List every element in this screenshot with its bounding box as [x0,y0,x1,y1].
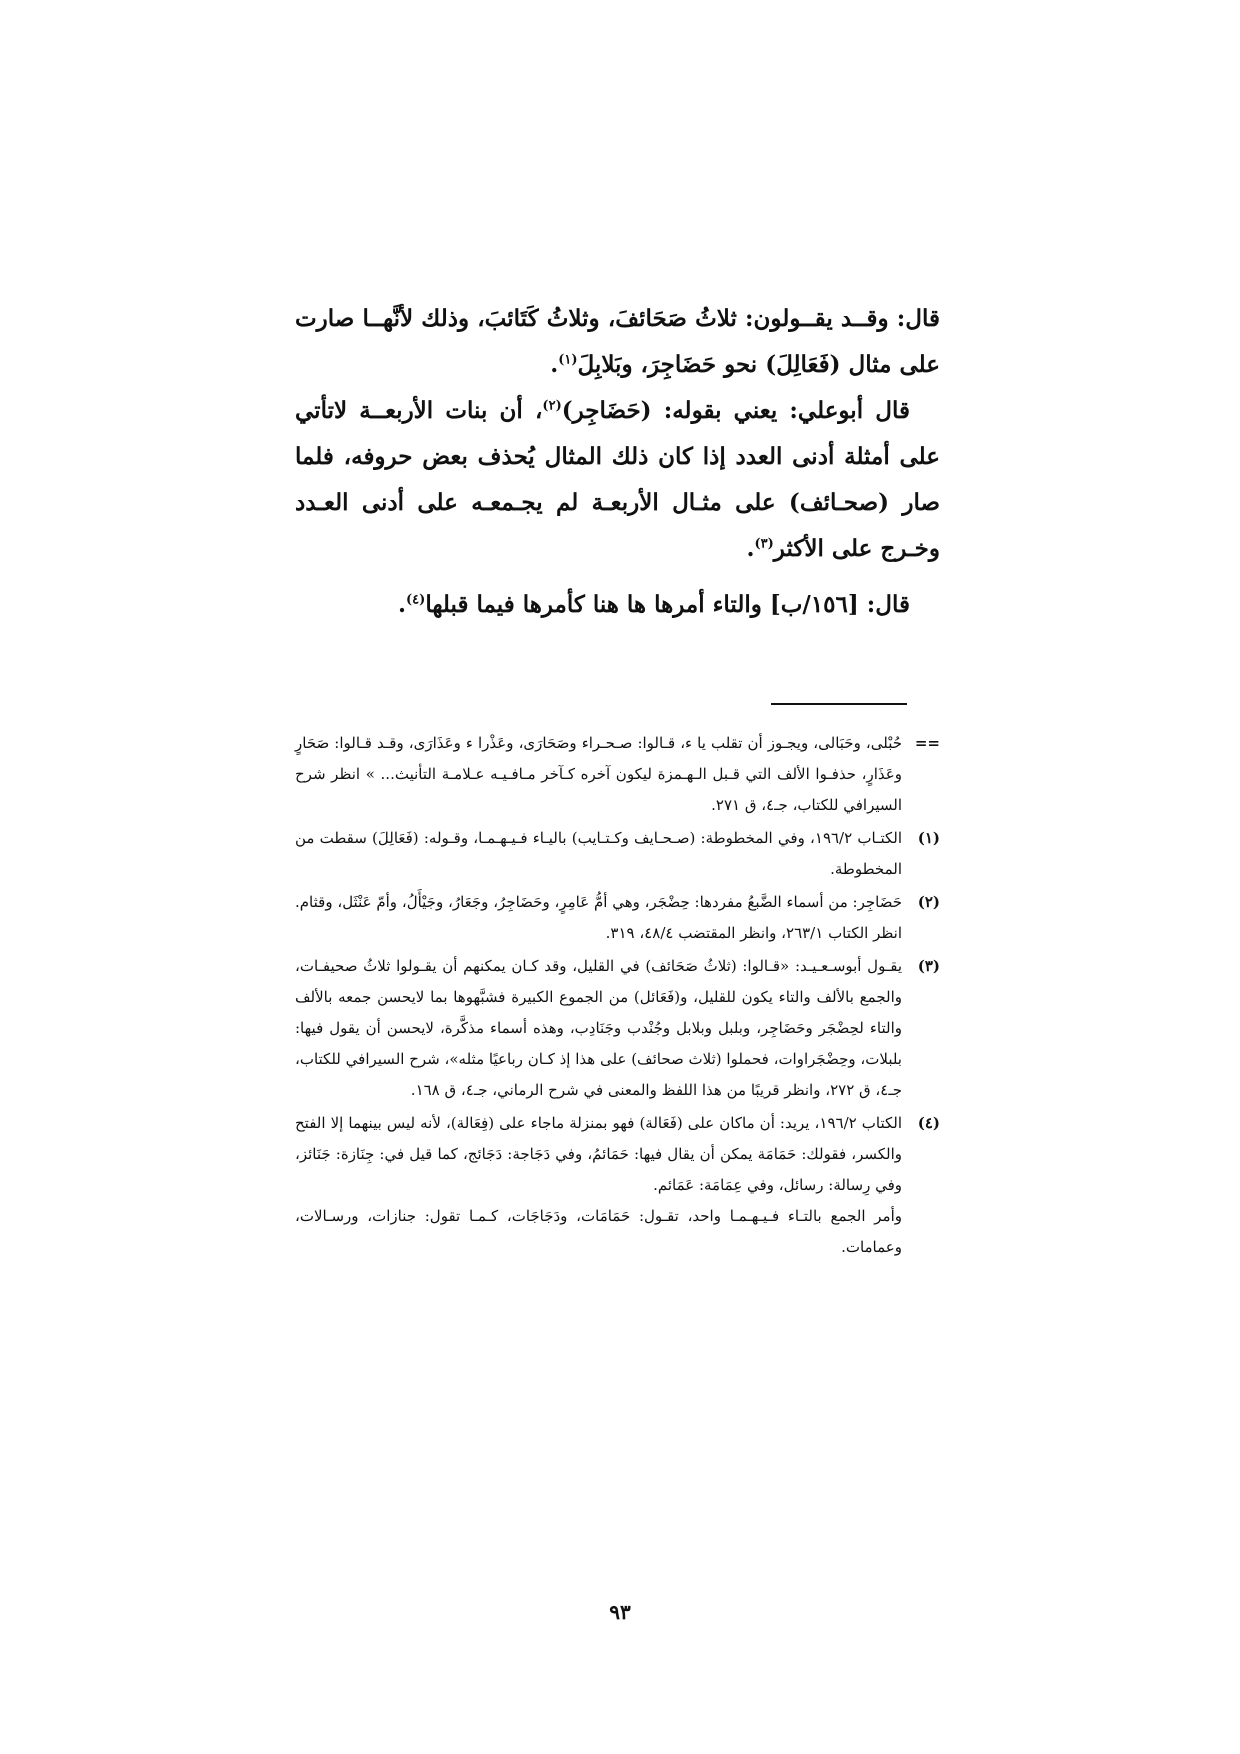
paragraph-2-text-b: ، أن بنات الأربعــة لاتأتي على أمثلة أدنى العدد إذا كان ذلك المثال يُحذف بعض حروفه، فلما صار (صحـائف) على مثـال الأربعـة لم يجـمعـه على أدنى العـدد وخـرج على الأكثر [295,397,940,562]
paragraph-1 [295,296,940,388]
footnote-3-marker: (٣) [917,957,940,975]
paragraph-2-end: . [746,535,755,562]
footnote-1-marker: (١) [917,829,940,847]
paragraph-3-end: . [398,591,407,618]
paragraph-3-text: [١٥٦/ب] والتاء أمرها ها هنا كأمرها فيما قبلها [425,591,867,618]
continuation-marker: == [914,734,940,752]
footnote-separator [771,703,907,705]
footnote-2 [295,887,940,949]
footnote-4-text: الكتاب ١٩٦/٢، يريد: أن ماكان على (فَعَالة) فهو بمنزلة ماجاء على (فِعَالة)، لأنه ليس بينهما إلا الفتح والكسر، فقولك: حَمَامَة يمكن أن يقال فيها: حَمَائمُ، وفي دَجَاجة: دَجَائج، كما قيل في: جِنَازة: جَنَائز، وفي رِسالة: رسائل، وفي عِمَامَة: عَمَائم. [295,1114,902,1194]
continuation-text: حُبْلى، وحَبَالى، ويجـوز أن تقلب يا ء، قـالوا: صـحـراء وصَحَارَى، وعَذْرا ء وعَذَارَى، وقـد قـالوا: صَحَارٍ وعَذَارٍ، حذفـوا الألف التي قـبل الـهـمزة ليكون آخره كـآخر مـافـيـه عـلامـة التأنيث... » انظر شرح السيرافي للكتاب، جـ٤، ق ٢٧١. [295,734,902,814]
footnote-1-text: الكتـاب ١٩٦/٢، وفي المخطوطة: (صـحـايف وكـتـايب) باليـاء فـيـهـمـا، وقـوله: (فَعَالِلَ) سقطت من المخطوطة. [295,829,903,878]
paragraph-1-text: وقــد يقــولون: ثلاثُ صَحَائفَ، وثلاثُ كَتَائبَ، وذلك لأنَّهــا صارت على مثال (فَعَالِلَ) نحو حَضَاجِرَ، وبَلابِلَ [295,305,940,378]
footnote-ref-4: (٤) [406,592,426,608]
footnote-2-text: حَضَاجِر: من أسماء الضَّبعُ مفردها: حِضْجَر، وهي أمُّ عَامِرٍ، وحَضَاجِرُ، وجَعَارُ، وجَيْأَلُ، وأمّ عَنْثَل، وقثام. انظر الكتاب ٢٦٣/١، وانظر المقتضب ٤٨/٤، ٣١٩. [295,893,902,942]
main-text [295,296,940,628]
footnote-4-marker: (٤) [917,1114,940,1132]
paragraph-2-text-a: قال أبوعلي: يعني بقوله: (حَضَاجِر) [561,397,910,424]
footnote-ref-1: (١) [558,352,578,368]
footnote-3 [295,951,940,1106]
footnote-4-extra: وأمر الجمع بالتـاء فـيـهـمـا واحد، تقـول: حَمَامَات، ودَجَاجَات، كـمـا تقول: جنازات، ورسـالات، وعمامات. [295,1207,902,1256]
footnote-1 [295,823,940,885]
footnotes [295,728,940,1265]
paragraph-3 [295,582,940,628]
page-number: ٩٣ [609,1600,631,1624]
footnote-ref-3: (٣) [754,536,774,552]
footnote-4 [295,1108,940,1263]
footnote-ref-2: (٢) [542,398,562,414]
footnote-continuation [295,728,940,821]
footnote-4-body [295,1108,902,1263]
paragraph-1-end: . [550,351,559,378]
paragraph-2 [295,388,940,572]
qala-label: قال: [896,305,940,332]
footnote-2-marker: (٢) [917,893,940,911]
qala-label: قال: [866,591,910,618]
footnote-3-text: يقـول أبوسـعـيـد: «قـالوا: (ثلاثُ صَحَائف) في القليل، وقد كـان يمكنهم أن يقـولوا ثلاثُ صحيفـات، والجمع بالألف والتاء يكون للقليل، و(فَعَائل) من الجموع الكبيرة فشبَّهوها بما لايحسن جمعه بالألف والتاء لحِضْجَر وحَضَاجِر، وبلبل وبلابل وجُنْدب وجَنَادِب، وهذه أسماء مذكَّرة، لايحسن أن يقول فيها: بلبلات، وحِضْجَراوات، فحملوا (ثلاث صحائف) على هذا إذ كـان رباعيًا مثله»، شرح السيرافي للكتاب، جـ٤، ق ٢٧٢، وانظر قريبًا من هذا اللفظ والمعنى في شرح الرماني، جـ٤، ق ١٦٨. [295,957,902,1099]
